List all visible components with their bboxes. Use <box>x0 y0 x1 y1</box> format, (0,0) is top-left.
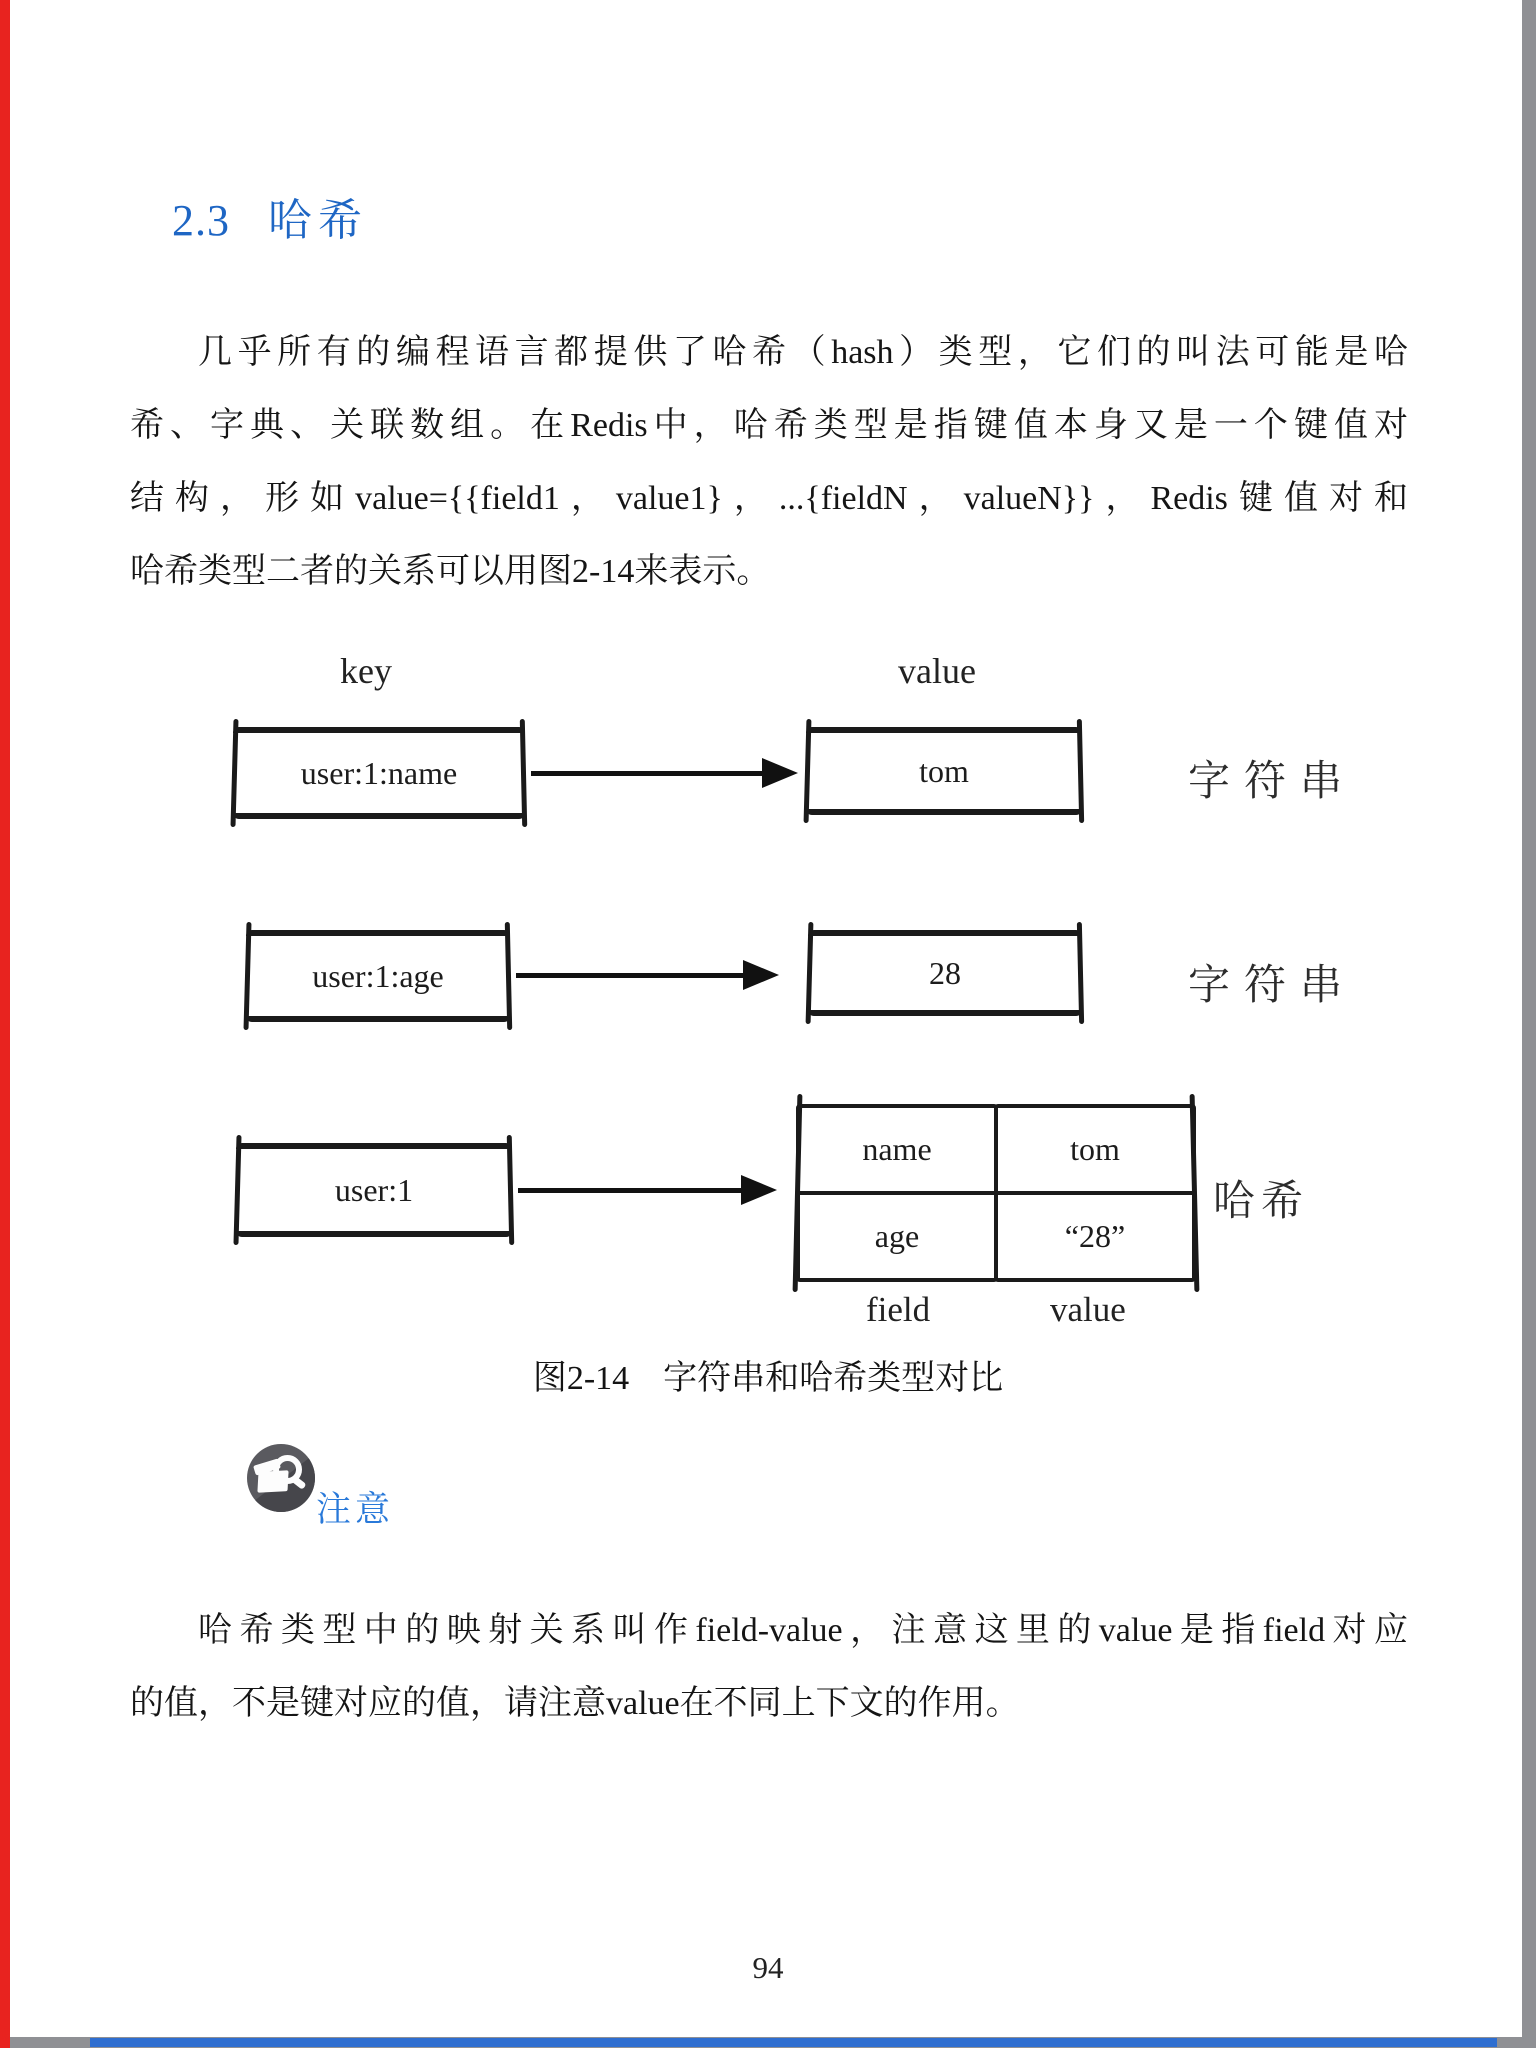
table-cell-value-tom: tom <box>994 1104 1196 1195</box>
arrow-head-icon <box>741 1175 777 1205</box>
section-heading <box>172 184 368 248</box>
arrow-line <box>516 973 746 978</box>
paragraph-note-body <box>130 1594 1408 1740</box>
value-axis-label: value <box>1050 1290 1126 1329</box>
value-text: tom <box>919 752 969 789</box>
value-box-tom <box>806 727 1082 815</box>
key-box-user-1-name <box>233 727 525 819</box>
key-text: user:1:name <box>300 754 458 791</box>
right-edge-gray <box>1522 0 1536 2048</box>
type-label-hash: 哈希 <box>1213 1176 1310 1225</box>
key-text: user:1 <box>334 1171 414 1208</box>
page-number: 94 <box>752 1950 784 1985</box>
table-cell-value-28: “28” <box>994 1191 1196 1282</box>
field-axis-label: field <box>866 1290 931 1329</box>
bottom-progress-bar <box>90 2038 1497 2047</box>
paragraph-line: 几乎所有的编程语言都提供了哈希（hash）类型，它们的叫法可能是哈 <box>198 334 1408 371</box>
arrow-line <box>518 1188 744 1193</box>
section-number: 2.3 <box>172 196 230 245</box>
left-red-stripe <box>0 0 10 2048</box>
type-label-string-1: 字符串 <box>1188 756 1357 805</box>
hash-field-value-table <box>798 1106 1194 1280</box>
section-title: 哈希 <box>268 196 368 245</box>
paragraph-line: 哈希类型二者的关系可以用图2-14来表示。 <box>130 553 771 590</box>
figure-caption: 图2-14 字符串和哈希类型对比 <box>532 1360 1004 1397</box>
arrow-head-icon <box>743 960 779 990</box>
key-box-user-1-age <box>246 930 510 1022</box>
key-box-user-1 <box>236 1143 512 1237</box>
value-box-28 <box>808 930 1082 1016</box>
diagram-key-column-label: key <box>340 651 392 691</box>
type-label-string-2: 字符串 <box>1188 960 1357 1009</box>
table-cell-field-age: age <box>796 1191 998 1282</box>
arrow-head-icon <box>762 758 798 788</box>
key-text: user:1:age <box>312 957 444 994</box>
magnifier-box-icon <box>247 1444 315 1512</box>
table-cell-field-name: name <box>796 1104 998 1195</box>
paragraph-line: 的值，不是键对应的值，请注意value在不同上下文的作用。 <box>130 1685 1020 1722</box>
paragraph-line: 结构，形如value={{field1，value1}，...{fieldN，valueN}}，Redis键值对和 <box>130 480 1408 517</box>
paragraph-line: 哈希类型中的映射关系叫作field-value，注意这里的value是指field对应 <box>198 1612 1408 1649</box>
paragraph-intro <box>130 316 1408 608</box>
note-label: 注意 <box>316 1490 395 1529</box>
diagram-value-column-label: value <box>898 651 976 691</box>
paragraph-line: 希、字典、关联数组。在Redis中，哈希类型是指键值本身又是一个键值对 <box>130 407 1408 444</box>
value-text: 28 <box>929 954 961 991</box>
arrow-line <box>531 771 765 776</box>
